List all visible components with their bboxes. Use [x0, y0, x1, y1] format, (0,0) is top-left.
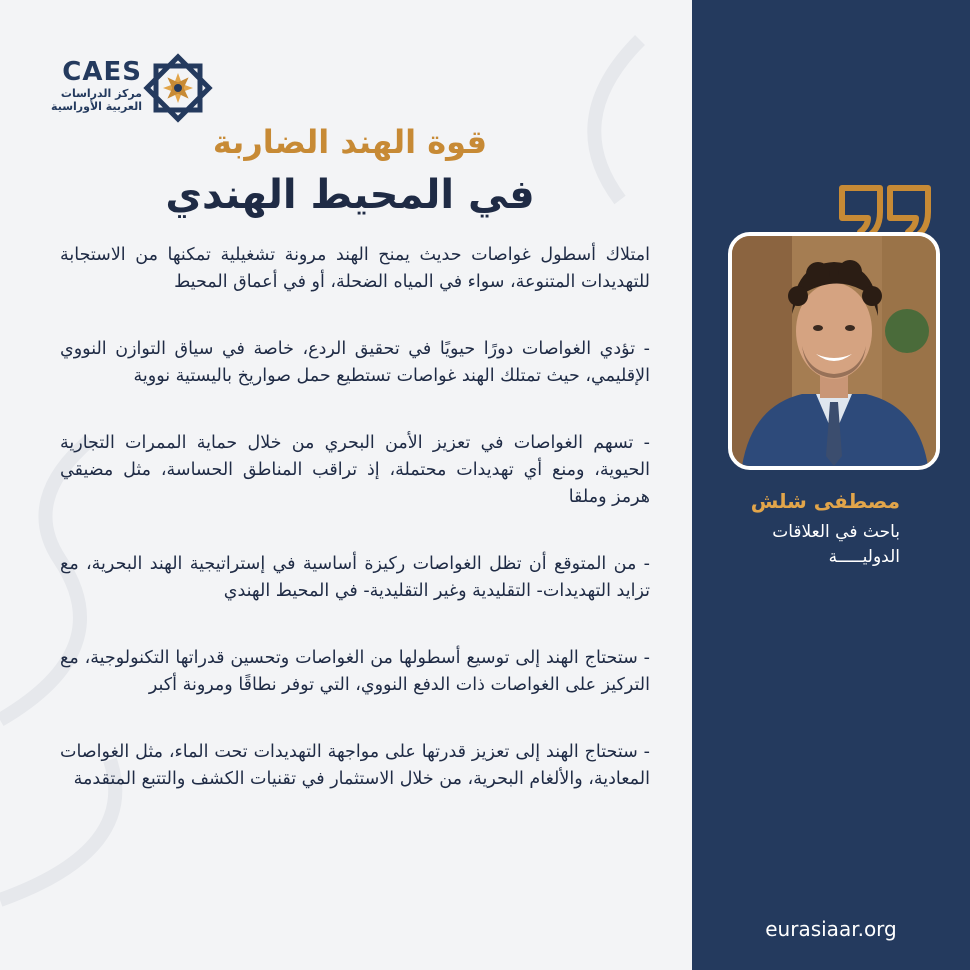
- author-photo: [728, 232, 940, 470]
- article-body: [60, 242, 650, 833]
- paragraph: امتلاك أسطول غواصات حديث يمنح الهند مرونة تشغيلية تمكنها من الاستجابة للتهديدات المتنوعة، سواء في المياه الضحلة، أو في أعماق المحيط: [60, 245, 650, 292]
- paragraph: - ستحتاج الهند إلى تعزيز قدرتها على مواجهة التهديدات تحت الماء، مثل الغواصات المعادية، والألغام البحرية، من خلال الاستثمار في تقنيات الكشف والتتبع المتقدمة: [60, 742, 650, 789]
- logo-subtitle-line1: مركز الدراسات: [60, 87, 142, 100]
- author-role-line1: باحث في العلاقات: [772, 522, 900, 542]
- author-panel: [692, 0, 970, 970]
- eight-point-star-icon: [140, 50, 216, 126]
- title-line1: قوة الهند الضاربة: [212, 123, 488, 161]
- logo-acronym: CAES: [62, 57, 142, 87]
- logo-subtitle-line2: العربية الأوراسية: [51, 100, 142, 113]
- paragraph: - تؤدي الغواصات دورًا حيويًا في تحقيق الردع، خاصة في سياق التوازن النووي الإقليمي، حيث تمتلك الهند غواصات تستطيع حمل صواريخ باليستية نووية: [60, 339, 650, 386]
- paragraph: - من المتوقع أن تظل الغواصات ركيزة أساسية في إستراتيجية الهند البحرية، مع تزايد التهديدات- التقليدية وغير التقليدية- في المحيط الهندي: [60, 554, 650, 601]
- website-url[interactable]: eurasiaar.org: [765, 917, 897, 941]
- author-role-line2: الدوليـــــة: [828, 547, 900, 567]
- author-name: مصطفى شلش: [750, 489, 900, 513]
- caes-logo: [50, 50, 225, 125]
- title-line2: في المحيط الهندي: [165, 172, 535, 218]
- paragraph: - تسهم الغواصات في تعزيز الأمن البحري من خلال حماية الممرات التجارية الحيوية، ومنع أي تهديدات محتملة، إذ تراقب المناطق الحساسة، مثل مضيقي هرمز وملقا: [60, 433, 650, 507]
- paragraph: - ستحتاج الهند إلى توسيع أسطولها من الغواصات وتحسين قدراتها التكنولوجية، مع التركيز على الغواصات ذات الدفع النووي، التي توفر نطاقًا ومرونة أكبر: [60, 648, 650, 695]
